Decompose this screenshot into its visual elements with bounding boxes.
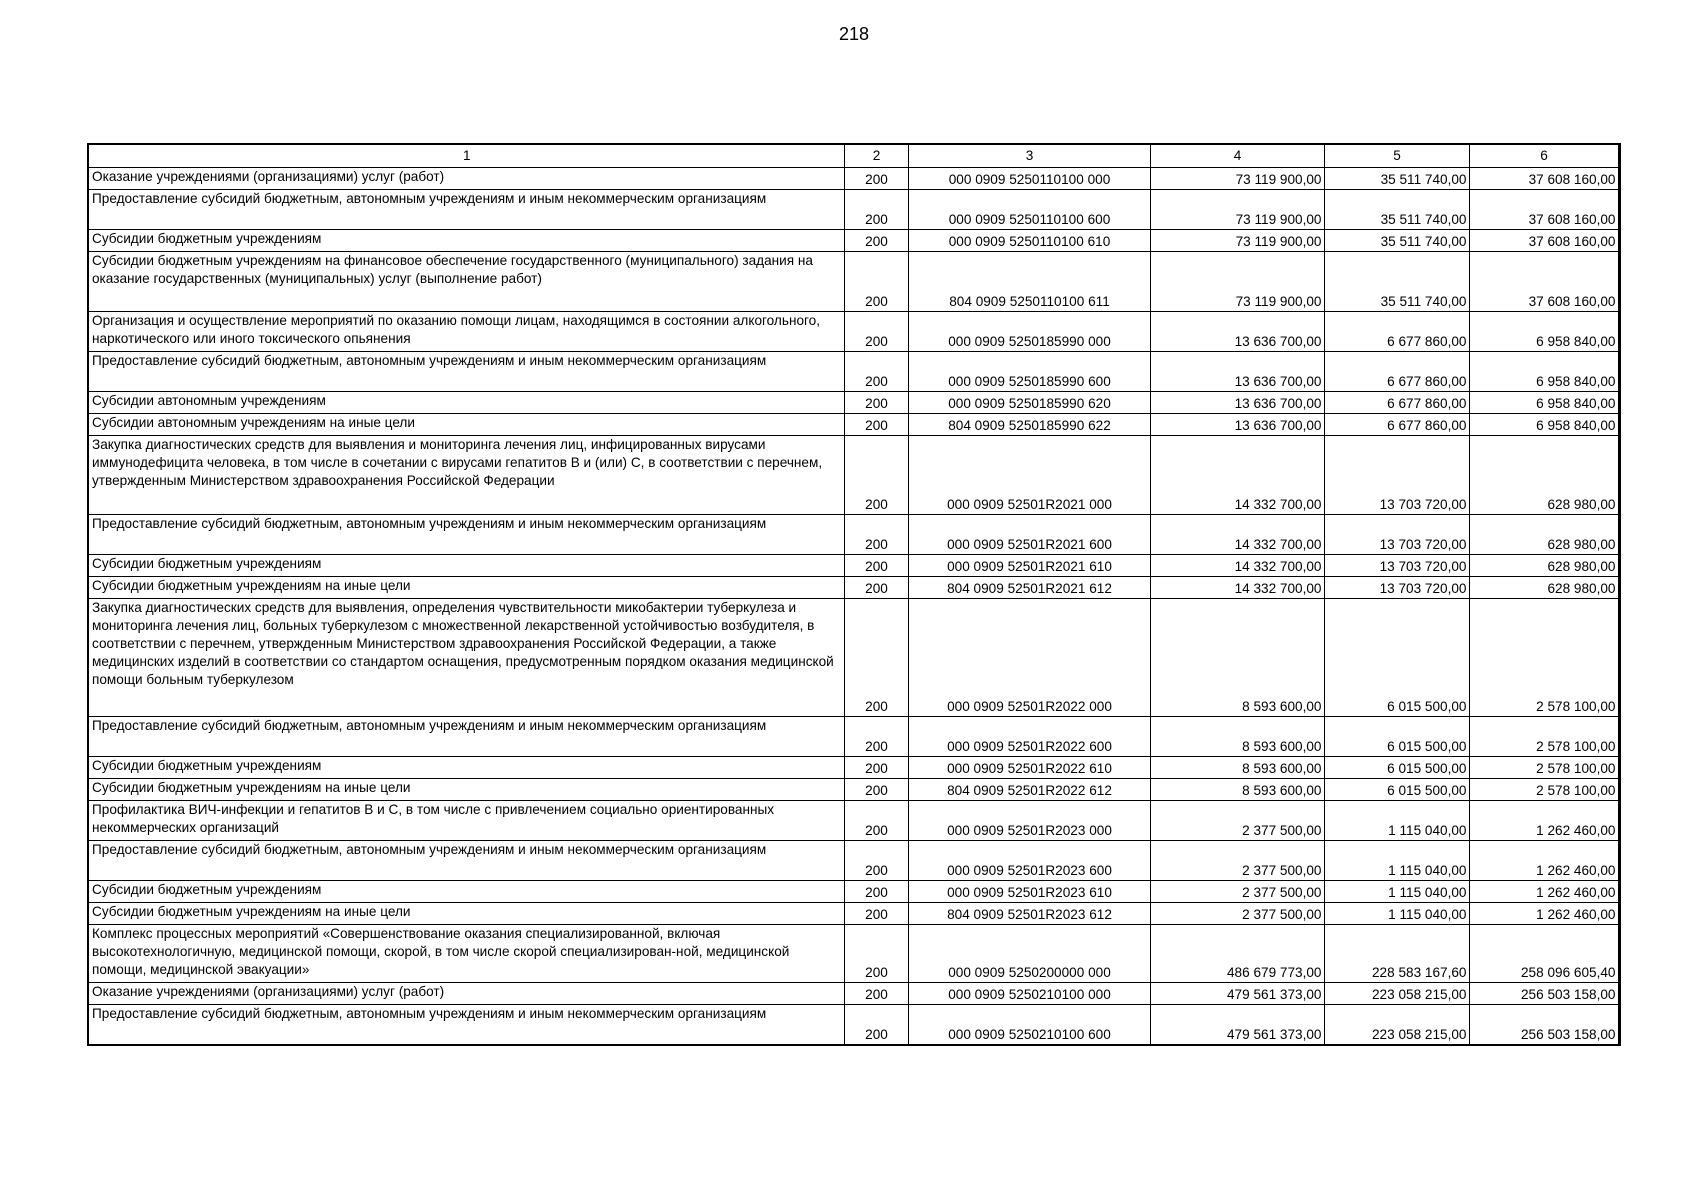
row-column-5-value: 223 058 215,00 [1324,983,1469,1005]
row-budget-code-cell: 804 0909 52501R2022 612 [908,779,1150,801]
row-column-6-value: 1 262 460,00 [1469,903,1619,925]
row-column-5-value: 6 677 860,00 [1324,312,1469,352]
row-column-4-value: 13 636 700,00 [1150,312,1324,352]
row-column-4-value: 13 636 700,00 [1150,352,1324,392]
row-column-4-value: 14 332 700,00 [1150,555,1324,577]
row-column-5-value: 35 511 740,00 [1324,252,1469,312]
row-column-6-value: 1 262 460,00 [1469,801,1619,841]
row-column-5-value: 223 058 215,00 [1324,1005,1469,1045]
row-column-4-value: 13 636 700,00 [1150,392,1324,414]
row-column-4-value: 8 593 600,00 [1150,757,1324,779]
table-row [88,352,1619,392]
row-name-cell: Оказание учреждениями (организациями) услуг (работ) [88,168,844,190]
row-column-4-value: 14 332 700,00 [1150,436,1324,515]
table-row [88,190,1619,230]
row-column-5-value: 1 115 040,00 [1324,841,1469,881]
row-budget-code-cell: 000 0909 5250210100 600 [908,1005,1150,1045]
row-column-2-cell: 200 [844,717,908,757]
row-name-cell: Предоставление субсидий бюджетным, автономным учреждениям и иным некоммерческим организациям [88,352,844,392]
row-column-2-cell: 200 [844,414,908,436]
row-budget-code-cell: 000 0909 52501R2023 610 [908,881,1150,903]
column-header: 3 [908,144,1150,168]
row-column-2-cell: 200 [844,555,908,577]
row-budget-code-cell: 000 0909 52501R2023 000 [908,801,1150,841]
table-row [88,555,1619,577]
row-budget-code-cell: 000 0909 52501R2021 000 [908,436,1150,515]
row-column-6-value: 258 096 605,40 [1469,925,1619,983]
row-budget-code-cell: 804 0909 52501R2021 612 [908,577,1150,599]
row-budget-code-cell: 000 0909 52501R2021 600 [908,515,1150,555]
row-name-cell: Субсидии бюджетным учреждениям [88,230,844,252]
table-row [88,515,1619,555]
column-header: 6 [1469,144,1619,168]
row-column-4-value: 73 119 900,00 [1150,190,1324,230]
row-name-cell: Субсидии бюджетным учреждениям на иные цели [88,779,844,801]
row-column-6-value: 1 262 460,00 [1469,841,1619,881]
row-column-4-value: 479 561 373,00 [1150,983,1324,1005]
row-column-6-value: 2 578 100,00 [1469,779,1619,801]
row-column-6-value: 37 608 160,00 [1469,252,1619,312]
column-header: 5 [1324,144,1469,168]
row-column-2-cell: 200 [844,392,908,414]
row-column-4-value: 73 119 900,00 [1150,168,1324,190]
table-header-row [88,144,1619,168]
table-row [88,577,1619,599]
row-budget-code-cell: 000 0909 52501R2022 000 [908,599,1150,717]
row-name-cell: Организация и осуществление мероприятий по оказанию помощи лицам, находящимся в состоянии алкогольного, наркотического или иного токсического опьянения [88,312,844,352]
row-column-2-cell: 200 [844,230,908,252]
table-row [88,903,1619,925]
row-name-cell: Субсидии бюджетным учреждениям [88,881,844,903]
row-column-4-value: 14 332 700,00 [1150,577,1324,599]
table-row [88,1005,1619,1045]
row-budget-code-cell: 000 0909 52501R2023 600 [908,841,1150,881]
row-column-2-cell: 200 [844,925,908,983]
row-column-6-value: 37 608 160,00 [1469,168,1619,190]
row-column-2-cell: 200 [844,577,908,599]
row-name-cell: Предоставление субсидий бюджетным, автономным учреждениям и иным некоммерческим организациям [88,190,844,230]
row-column-5-value: 228 583 167,60 [1324,925,1469,983]
row-name-cell: Предоставление субсидий бюджетным, автономным учреждениям и иным некоммерческим организациям [88,717,844,757]
row-budget-code-cell: 000 0909 5250185990 000 [908,312,1150,352]
budget-table [87,143,1621,1046]
row-column-6-value: 256 503 158,00 [1469,1005,1619,1045]
row-column-6-value: 2 578 100,00 [1469,599,1619,717]
page-number: 218 [838,24,870,44]
row-budget-code-cell: 000 0909 52501R2021 610 [908,555,1150,577]
row-column-5-value: 1 115 040,00 [1324,801,1469,841]
row-budget-code-cell: 000 0909 5250200000 000 [908,925,1150,983]
row-column-4-value: 73 119 900,00 [1150,230,1324,252]
row-name-cell: Субсидии бюджетным учреждениям [88,555,844,577]
row-column-5-value: 6 015 500,00 [1324,757,1469,779]
row-name-cell: Субсидии автономным учреждениям на иные цели [88,414,844,436]
table-row [88,392,1619,414]
row-column-2-cell: 200 [844,599,908,717]
table-row [88,983,1619,1005]
row-name-cell: Комплекс процессных мероприятий «Совершенствование оказания специализированной, включая высокотехнологичную, медицинской помощи, скорой, в том числе скорой специализирован-ной, медицинской помощи, медицинской эвакуации» [88,925,844,983]
row-name-cell: Предоставление субсидий бюджетным, автономным учреждениям и иным некоммерческим организациям [88,841,844,881]
row-column-2-cell: 200 [844,352,908,392]
row-column-6-value: 628 980,00 [1469,515,1619,555]
row-column-6-value: 256 503 158,00 [1469,983,1619,1005]
row-column-6-value: 37 608 160,00 [1469,230,1619,252]
row-column-4-value: 14 332 700,00 [1150,515,1324,555]
row-column-5-value: 6 677 860,00 [1324,414,1469,436]
table-row [88,168,1619,190]
row-budget-code-cell: 804 0909 5250185990 622 [908,414,1150,436]
row-column-5-value: 6 015 500,00 [1324,717,1469,757]
row-column-5-value: 13 703 720,00 [1324,515,1469,555]
row-name-cell: Субсидии автономным учреждениям [88,392,844,414]
table-row [88,881,1619,903]
row-column-6-value: 628 980,00 [1469,577,1619,599]
table-row [88,312,1619,352]
row-column-4-value: 8 593 600,00 [1150,717,1324,757]
row-column-6-value: 6 958 840,00 [1469,414,1619,436]
row-column-4-value: 13 636 700,00 [1150,414,1324,436]
row-name-cell: Субсидии бюджетным учреждениям на финансовое обеспечение государственного (муниципального) задания на оказание государственных (муниципальных) услуг (выполнение работ) [88,252,844,312]
row-column-6-value: 1 262 460,00 [1469,881,1619,903]
row-column-2-cell: 200 [844,190,908,230]
row-column-5-value: 6 677 860,00 [1324,392,1469,414]
row-column-4-value: 2 377 500,00 [1150,801,1324,841]
row-column-4-value: 73 119 900,00 [1150,252,1324,312]
row-column-4-value: 8 593 600,00 [1150,779,1324,801]
row-column-6-value: 6 958 840,00 [1469,352,1619,392]
table-row [88,436,1619,515]
row-column-2-cell: 200 [844,757,908,779]
row-column-5-value: 13 703 720,00 [1324,555,1469,577]
row-column-2-cell: 200 [844,779,908,801]
row-column-6-value: 37 608 160,00 [1469,190,1619,230]
row-column-2-cell: 200 [844,436,908,515]
row-name-cell: Предоставление субсидий бюджетным, автономным учреждениям и иным некоммерческим организациям [88,1005,844,1045]
column-header: 4 [1150,144,1324,168]
row-column-6-value: 628 980,00 [1469,436,1619,515]
row-column-5-value: 13 703 720,00 [1324,436,1469,515]
table-row [88,414,1619,436]
table-row [88,230,1619,252]
row-column-4-value: 2 377 500,00 [1150,903,1324,925]
table-row [88,779,1619,801]
row-column-2-cell: 200 [844,1005,908,1045]
row-column-6-value: 2 578 100,00 [1469,757,1619,779]
row-name-cell: Оказание учреждениями (организациями) услуг (работ) [88,983,844,1005]
row-column-5-value: 35 511 740,00 [1324,168,1469,190]
table-row [88,757,1619,779]
row-column-4-value: 2 377 500,00 [1150,841,1324,881]
row-budget-code-cell: 804 0909 52501R2023 612 [908,903,1150,925]
row-column-5-value: 1 115 040,00 [1324,881,1469,903]
row-column-5-value: 6 015 500,00 [1324,779,1469,801]
row-name-cell: Предоставление субсидий бюджетным, автономным учреждениям и иным некоммерческим организациям [88,515,844,555]
row-column-2-cell: 200 [844,252,908,312]
row-column-5-value: 1 115 040,00 [1324,903,1469,925]
row-budget-code-cell: 000 0909 5250110100 610 [908,230,1150,252]
row-column-2-cell: 200 [844,903,908,925]
row-column-5-value: 35 511 740,00 [1324,190,1469,230]
row-column-2-cell: 200 [844,841,908,881]
row-column-2-cell: 200 [844,983,908,1005]
table-row [88,801,1619,841]
row-budget-code-cell: 000 0909 52501R2022 600 [908,717,1150,757]
row-budget-code-cell: 000 0909 5250210100 000 [908,983,1150,1005]
table-row [88,841,1619,881]
row-column-5-value: 35 511 740,00 [1324,230,1469,252]
row-budget-code-cell: 000 0909 5250110100 000 [908,168,1150,190]
row-name-cell: Профилактика ВИЧ-инфекции и гепатитов B и C, в том числе с привлечением социально ориентированных некоммерческих организаций [88,801,844,841]
table-row [88,252,1619,312]
row-name-cell: Субсидии бюджетным учреждениям на иные цели [88,577,844,599]
row-name-cell: Субсидии бюджетным учреждениям [88,757,844,779]
row-budget-code-cell: 000 0909 52501R2022 610 [908,757,1150,779]
row-column-5-value: 6 677 860,00 [1324,352,1469,392]
row-budget-code-cell: 000 0909 5250110100 600 [908,190,1150,230]
row-column-6-value: 2 578 100,00 [1469,717,1619,757]
row-column-2-cell: 200 [844,515,908,555]
column-header: 2 [844,144,908,168]
row-column-4-value: 8 593 600,00 [1150,599,1324,717]
row-column-2-cell: 200 [844,801,908,841]
table-row [88,599,1619,717]
row-budget-code-cell: 804 0909 5250110100 611 [908,252,1150,312]
row-budget-code-cell: 000 0909 5250185990 620 [908,392,1150,414]
row-column-2-cell: 200 [844,881,908,903]
table-row [88,717,1619,757]
row-column-4-value: 486 679 773,00 [1150,925,1324,983]
row-column-6-value: 6 958 840,00 [1469,312,1619,352]
row-column-2-cell: 200 [844,312,908,352]
row-name-cell: Закупка диагностических средств для выявления и мониторинга лечения лиц, инфицированных вирусами иммунодефицита человека, в том числе в сочетании с вирусами гепатитов B и (или) C, в соответствии с перечнем, утвержденным Министерством здравоохранения Российской Федерации [88,436,844,515]
row-column-6-value: 6 958 840,00 [1469,392,1619,414]
row-column-4-value: 479 561 373,00 [1150,1005,1324,1045]
row-budget-code-cell: 000 0909 5250185990 600 [908,352,1150,392]
row-name-cell: Субсидии бюджетным учреждениям на иные цели [88,903,844,925]
row-column-5-value: 13 703 720,00 [1324,577,1469,599]
table-row [88,925,1619,983]
row-column-4-value: 2 377 500,00 [1150,881,1324,903]
row-column-6-value: 628 980,00 [1469,555,1619,577]
column-header: 1 [88,144,844,168]
row-column-2-cell: 200 [844,168,908,190]
row-name-cell: Закупка диагностических средств для выявления, определения чувствительности микобактерии туберкулеза и мониторинга лечения лиц, больных туберкулезом с множественной лекарственной устойчивостью возбудителя, в соответствии с перечнем, утвержденным Министерством здравоохранения Российской Федерации, а также медицинских изделий в соответствии со стандартом оснащения, предусмотренным порядком оказания медицинской помощи больным туберкулезом [88,599,844,717]
row-column-5-value: 6 015 500,00 [1324,599,1469,717]
